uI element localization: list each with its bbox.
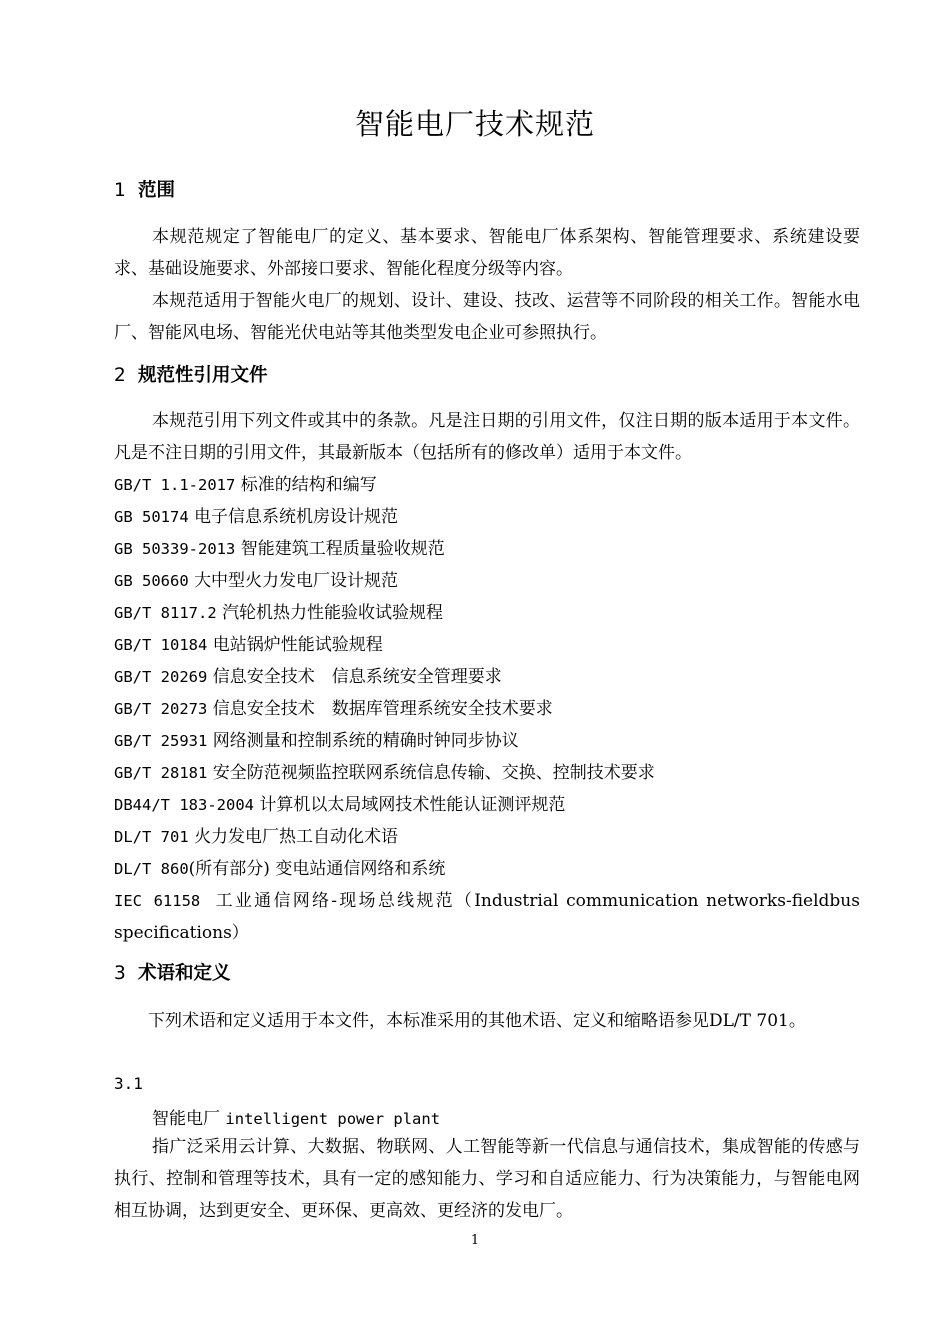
section-heading-scope xyxy=(114,176,175,202)
section-title: 规范性引用文件 xyxy=(138,365,268,386)
reference-code: GB/T 20269 xyxy=(114,668,208,686)
reference-item xyxy=(114,821,860,853)
section-heading-terms xyxy=(114,959,231,985)
reference-title: 信息安全技术 信息系统安全管理要求 xyxy=(212,667,502,687)
reference-item xyxy=(114,469,860,501)
reference-code: DB44/T 183-2004 xyxy=(114,796,254,814)
term-chinese: 智能电厂 xyxy=(152,1109,220,1129)
reference-title: 汽轮机热力性能验收试验规程 xyxy=(222,603,444,623)
reference-item xyxy=(114,565,860,597)
reference-item xyxy=(114,597,860,629)
reference-title: 火力发电厂热工自动化术语 xyxy=(194,827,399,847)
terms-intro-paragraph: 下列术语和定义适用于本文件，本标准采用的其他术语、定义和缩略语参见DL/T 701。 xyxy=(148,1011,806,1031)
reference-title: 安全防范视频监控联网系统信息传输、交换、控制技术要求 xyxy=(212,763,655,783)
section-title: 术语和定义 xyxy=(138,963,231,984)
reference-item xyxy=(114,501,860,533)
reference-item xyxy=(114,693,860,725)
document-title: 智能电厂技术规范 xyxy=(354,107,595,141)
reference-item xyxy=(114,853,860,885)
term-entry xyxy=(152,1104,440,1129)
reference-code: DL/T 860 xyxy=(114,860,189,878)
scope-paragraph-1: 本规范规定了智能电厂的定义、基本要求、智能电厂体系架构、智能管理要求、系统建设要求、基础设施要求、外部接口要求、智能化程度分级等内容。 xyxy=(114,227,860,279)
reference-title: 大中型火力发电厂设计规范 xyxy=(194,571,399,591)
term-definition: 指广泛采用云计算、大数据、物联网、人工智能等新一代信息与通信技术，集成智能的传感与执行、控制和管理等技术，具有一定的感知能力、学习和自适应能力、行为决策能力，与智能电网相互协调，达到更安全、更环保、更高效、更经济的发电厂。 xyxy=(114,1137,860,1221)
reference-item xyxy=(114,885,860,949)
reference-title: 智能建筑工程质量验收规范 xyxy=(240,539,445,559)
reference-item xyxy=(114,757,860,789)
clause-number: 3.1 xyxy=(114,1074,143,1093)
reference-code: GB/T 8117.2 xyxy=(114,604,217,622)
reference-title: 信息安全技术 数据库管理系统安全技术要求 xyxy=(212,699,553,719)
section-heading-normative-references xyxy=(114,361,268,387)
term-english: intelligent power plant xyxy=(225,1110,441,1128)
section-number: 3 xyxy=(114,963,126,984)
normative-intro-paragraph: 本规范引用下列文件或其中的条款。凡是注日期的引用文件，仅注日期的版本适用于本文件。凡是不注日期的引用文件，其最新版本（包括所有的修改单）适用于本文件。 xyxy=(114,411,860,463)
reference-code: GB 50339-2013 xyxy=(114,540,236,558)
reference-code: GB/T 25931 xyxy=(114,732,208,750)
section-number: 1 xyxy=(114,180,126,201)
reference-code: DL/T 701 xyxy=(114,828,189,846)
reference-title: (所有部分) 变电站通信网络和系统 xyxy=(188,859,446,879)
reference-title: 计算机以太局域网技术性能认证测评规范 xyxy=(259,795,566,815)
reference-title: 工业通信网络-现场总线规范（Industrial communication networks-fieldbus specifications） xyxy=(114,891,860,943)
reference-item xyxy=(114,661,860,693)
reference-item xyxy=(114,533,860,565)
reference-code: GB 50660 xyxy=(114,572,189,590)
reference-item xyxy=(114,725,860,757)
reference-item xyxy=(114,629,860,661)
reference-code: IEC 61158 xyxy=(114,892,201,910)
reference-code: GB/T 28181 xyxy=(114,764,208,782)
reference-code: GB/T 20273 xyxy=(114,700,208,718)
scope-paragraph-2: 本规范适用于智能火电厂的规划、设计、建设、技改、运营等不同阶段的相关工作。智能水电厂、智能风电场、智能光伏电站等其他类型发电企业可参照执行。 xyxy=(114,291,860,343)
section-number: 2 xyxy=(114,365,126,386)
reference-title: 电子信息系统机房设计规范 xyxy=(194,507,399,527)
reference-title: 电站锅炉性能试验规程 xyxy=(212,635,383,655)
reference-code: GB/T 10184 xyxy=(114,636,208,654)
reference-title: 标准的结构和编写 xyxy=(240,475,377,495)
section-title: 范围 xyxy=(138,180,176,201)
reference-code: GB 50174 xyxy=(114,508,189,526)
reference-item xyxy=(114,789,860,821)
page-number: 1 xyxy=(470,1233,480,1248)
reference-title: 网络测量和控制系统的精确时钟同步协议 xyxy=(212,731,519,751)
reference-code: GB/T 1.1-2017 xyxy=(114,476,236,494)
